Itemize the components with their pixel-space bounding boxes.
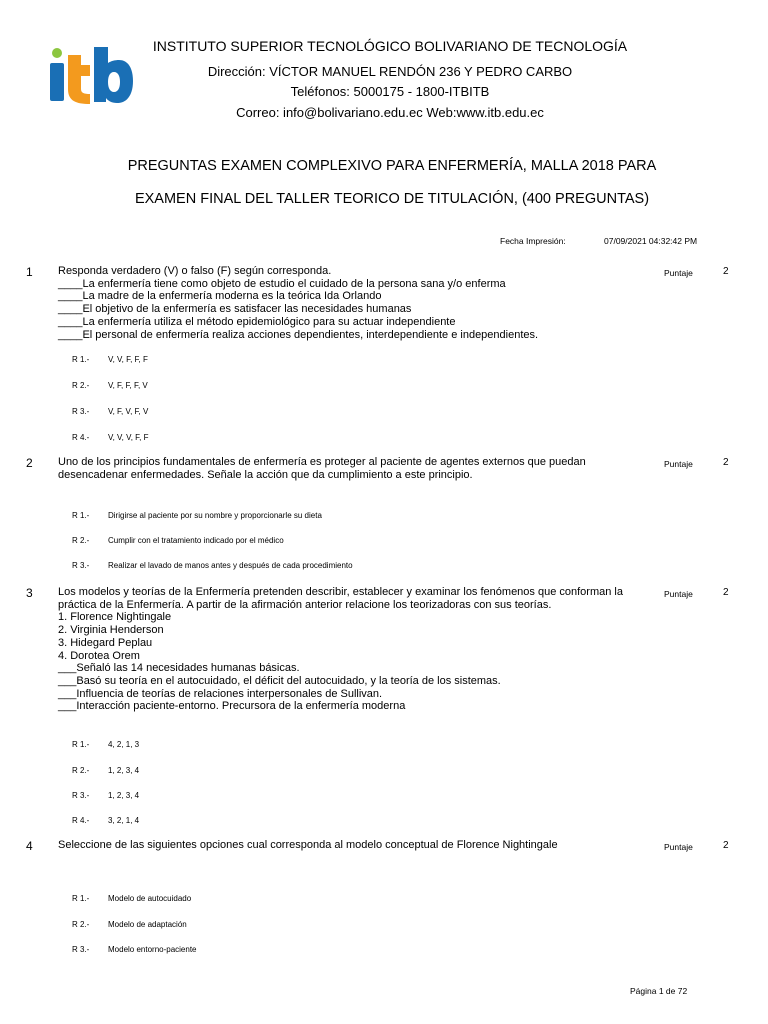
score-value: 2: [723, 457, 729, 468]
score-label: Puntaje: [664, 459, 693, 469]
answer-option: [72, 740, 139, 749]
score-label: Puntaje: [664, 842, 693, 852]
answer-option: [72, 561, 353, 570]
score-value: 2: [723, 587, 729, 598]
question-item: ____El objetivo de la enfermería es satisfacer las necesidades humanas: [58, 303, 412, 316]
question-stem: Seleccione de las siguientes opciones cual corresponda al modelo conceptual de Florence Nightingale: [58, 839, 558, 851]
question-text: [58, 586, 654, 713]
question-item: ___Señaló las 14 necesidades humanas básicas.: [58, 662, 300, 675]
answer-text: 3, 2, 1, 4: [108, 816, 140, 825]
score-value: 2: [723, 266, 729, 277]
answer-label: R 3.-: [72, 945, 90, 954]
answer-option: [72, 407, 148, 416]
answer-label: R 3.-: [72, 407, 90, 416]
answer-option: [72, 920, 187, 929]
answer-text: Modelo de adaptación: [108, 920, 187, 929]
answer-text: V, V, F, F, F: [108, 355, 148, 364]
question-item: ___Influencia de teorías de relaciones interpersonales de Sullivan.: [58, 687, 383, 700]
print-date-label: Fecha Impresión:: [500, 236, 566, 246]
answer-text: 4, 2, 1, 3: [108, 740, 140, 749]
question-item: ____El personal de enfermería realiza acciones dependientes, interdependiente e independientes.: [58, 328, 539, 341]
exam-title-line1: PREGUNTAS EXAMEN COMPLEXIVO PARA ENFERMERÍA, MALLA 2018 PARA: [127, 158, 657, 174]
question-item: 1. Florence Nightingale: [58, 611, 172, 624]
answer-label: R 2.-: [72, 536, 90, 545]
question-stem: Uno de los principios fundamentales de enfermería es proteger al paciente de agentes externos que puedan desencadenar enfermedades. Señale la acción que da cumplimiento a este principio.: [58, 456, 586, 481]
answer-option: [72, 433, 148, 442]
answer-text: Modelo de autocuidado: [108, 894, 192, 903]
answer-label: R 1.-: [72, 511, 90, 520]
answer-text: 1, 2, 3, 4: [108, 766, 140, 775]
question-text: [58, 839, 654, 852]
answer-option: [72, 381, 148, 390]
answer-option: [72, 894, 191, 903]
score-label: Puntaje: [664, 589, 693, 599]
question-item: ____La enfermería tiene como objeto de estudio el cuidado de la persona sana y/o enferma: [58, 277, 506, 290]
institution-phones: Teléfonos: 5000175 - 1800-ITBITB: [290, 84, 490, 99]
answer-label: R 4.-: [72, 816, 90, 825]
answer-option: [72, 536, 284, 545]
question-number: 2: [26, 456, 33, 470]
question-item: 4. Dorotea Orem: [58, 649, 140, 662]
answer-label: R 3.-: [72, 561, 90, 570]
answer-option: [72, 945, 197, 954]
question-item: ____La madre de la enfermería moderna es la teórica Ida Orlando: [58, 290, 382, 303]
institution-address: Dirección: VÍCTOR MANUEL RENDÓN 236 Y PEDRO CARBO: [207, 64, 573, 79]
question-text: [58, 456, 654, 481]
score-value: 2: [723, 840, 729, 851]
question-stem: Responda verdadero (V) o falso (F) según corresponda.: [58, 265, 332, 277]
answer-option: [72, 816, 139, 825]
question-text: [58, 265, 654, 341]
itb-logo: [44, 43, 134, 109]
question-stem: Los modelos y teorías de la Enfermería pretenden describir, establecer y examinar los fenómenos que conforman la práctica de la Enfermería. A partir de la afirmación anterior relacione los teorizadoras con sus teorías.: [58, 586, 623, 611]
question-number: 4: [26, 839, 33, 853]
answer-label: R 2.-: [72, 920, 90, 929]
print-date-value: 07/09/2021 04:32:42 PM: [604, 236, 698, 246]
answer-text: V, F, F, F, V: [108, 381, 148, 390]
answer-label: R 2.-: [72, 766, 90, 775]
question-number: 1: [26, 265, 33, 279]
answer-text: Realizar el lavado de manos antes y después de cada procedimiento: [108, 561, 353, 570]
answer-label: R 1.-: [72, 894, 90, 903]
answer-text: Dirigirse al paciente por su nombre y proporcionarle su dieta: [108, 511, 322, 520]
answer-label: R 1.-: [72, 740, 90, 749]
answer-text: Cumplir con el tratamiento indicado por el médico: [108, 536, 284, 545]
score-label: Puntaje: [664, 268, 693, 278]
answer-option: [72, 791, 139, 800]
answer-label: R 2.-: [72, 381, 90, 390]
page-number: Página 1 de 72: [630, 986, 688, 996]
institution-contact: Correo: info@bolivariano.edu.ec Web:www.itb.edu.ec: [236, 105, 544, 120]
answer-label: R 3.-: [72, 791, 90, 800]
answer-text: V, F, V, F, V: [108, 407, 149, 416]
answer-text: 1, 2, 3, 4: [108, 791, 140, 800]
answer-option: [72, 766, 139, 775]
question-item: ___Interacción paciente-entorno. Precursora de la enfermería moderna: [58, 700, 406, 713]
answer-label: R 4.-: [72, 433, 90, 442]
exam-title-line2: EXAMEN FINAL DEL TALLER TEORICO DE TITULACIÓN, (400 PREGUNTAS): [134, 191, 650, 207]
question-item: 3. Hidegard Peplau: [58, 636, 153, 649]
question-item: ___Basó su teoría en el autocuidado, el déficit del autocuidado, y la teoría de los sistemas.: [58, 674, 501, 687]
answer-text: Modelo entorno-paciente: [108, 945, 197, 954]
answer-label: R 1.-: [72, 355, 90, 364]
question-number: 3: [26, 586, 33, 600]
answer-option: [72, 355, 148, 364]
answer-text: V, V, V, F, F: [108, 433, 149, 442]
answer-option: [72, 511, 322, 520]
institution-name: INSTITUTO SUPERIOR TECNOLÓGICO BOLIVARIANO DE TECNOLOGÍA: [152, 38, 628, 54]
question-item: ____La enfermería utiliza el método epidemiológico para su actuar independiente: [58, 315, 456, 328]
question-item: 2. Virginia Henderson: [58, 624, 164, 637]
